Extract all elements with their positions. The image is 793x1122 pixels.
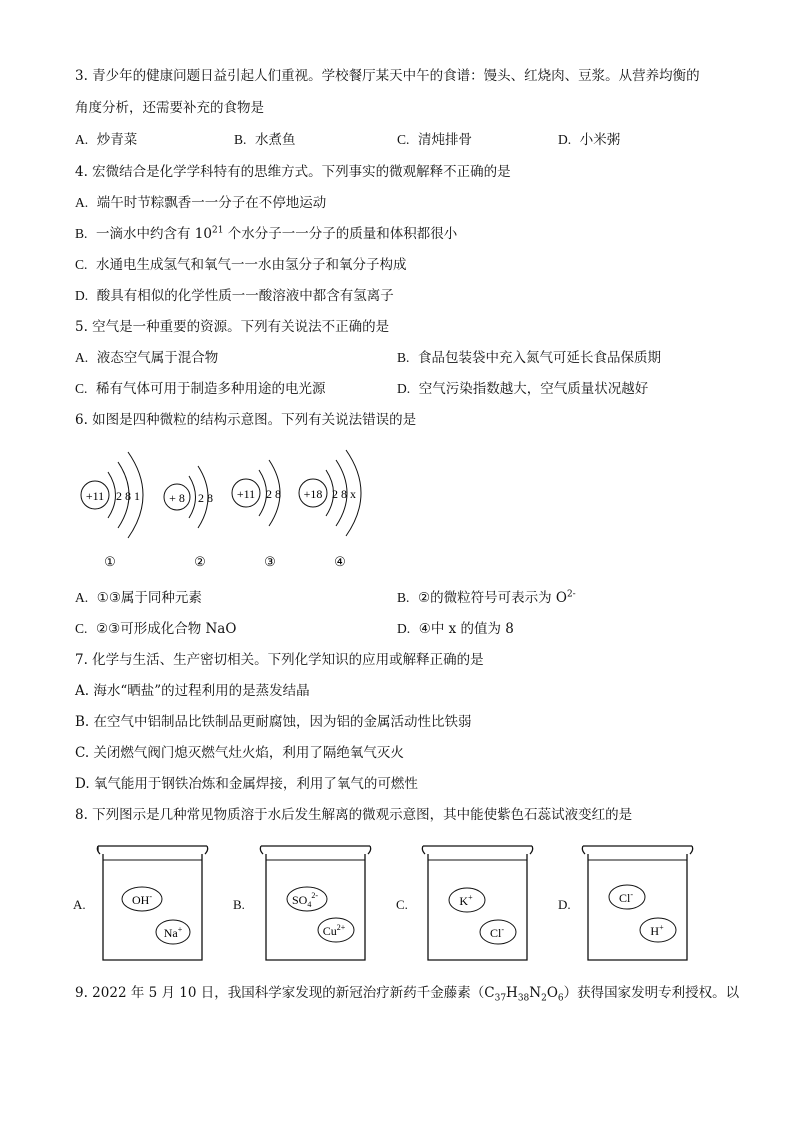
beaker-c (420, 843, 540, 965)
particle-3-nucleus: +11 (236, 487, 256, 501)
beaker-d-ion-1: Cl- (618, 890, 634, 905)
beaker-b-ion-2: $Cu^{2+}$ (322, 923, 346, 938)
beaker-c-ion-1: K+ (459, 893, 473, 908)
particle-3-shells: 2 8 (266, 487, 281, 501)
beaker-a-label: A. (73, 897, 86, 912)
q5-stem: 5. 空气是一种重要的资源。下列有关说法不正确的是 (75, 319, 390, 335)
q5-option-a: A. 液态空气属于混合物 (75, 350, 219, 366)
q3-option-b: B. 水煮鱼 (234, 132, 296, 148)
q3-stem-line2: 角度分析，还需要补充的食物是 (75, 100, 264, 116)
beaker-a-ion-2: Na+ (163, 925, 183, 940)
particle-1-nucleus: +11 (85, 489, 105, 503)
q6-option-c: C. ②③可形成化合物 NaO (75, 621, 237, 637)
q4-option-c: C. 水通电生成氢气和氧气一一水由氢分子和氧分子构成 (75, 257, 407, 273)
particle-2 (164, 466, 213, 569)
q7-option-d: D. 氧气能用于钢铁冶炼和金属焊接，利用了氧气的可燃性 (75, 776, 418, 792)
particle-4-shells: 2 8 x (332, 487, 356, 501)
particle-1-label: ① (104, 554, 116, 569)
q4-option-d: D. 酸具有相似的化学性质一一酸溶液中都含有氢离子 (75, 288, 394, 304)
q7-option-c: C. 关闭燃气阀门熄灭燃气灶火焰，利用了隔绝氧气灭火 (75, 745, 404, 761)
q6-stem: 6. 如图是四种微粒的结构示意图。下列有关说法错误的是 (75, 412, 417, 428)
q5-option-d: D. 空气污染指数越大，空气质量状况越好 (397, 381, 649, 397)
beaker-b-label: B. (233, 897, 245, 912)
beaker-d-ion-2: H+ (650, 923, 664, 938)
q3-option-c: C. 清炖排骨 (397, 132, 472, 148)
q4-option-a: A. 端午时节粽飘香一一分子在不停地运动 (75, 195, 327, 211)
particle-2-label: ② (194, 554, 206, 569)
beaker-d (580, 843, 700, 965)
beaker-a (95, 843, 215, 965)
beaker-a-ion-1: OH- (131, 892, 153, 907)
q5-option-b: B. 食品包装袋中充入氮气可延长食品保质期 (397, 350, 661, 366)
particle-2-nucleus: + 8 (169, 491, 185, 505)
particle-4 (299, 450, 361, 569)
q3-option-a: A. 炒青菜 (75, 132, 138, 148)
q5-option-c: C. 稀有气体可用于制造多种用途的电光源 (75, 381, 326, 397)
q6-option-a: A. ①③属于同种元素 (75, 590, 202, 606)
particle-4-label: ④ (334, 554, 346, 569)
q3-stem-line1: 3. 青少年的健康问题日益引起人们重视。学校餐厅某天中午的食谱：馒头、红烧肉、豆浆。从营养均衡的 (75, 68, 700, 84)
particle-1-shells: 2 8 1 (116, 489, 140, 503)
beaker-c-label: C. (396, 897, 408, 912)
particle-2-shells: 2 8 (198, 491, 213, 505)
beaker-c-ion-2: Cl- (489, 925, 505, 940)
particle-3 (232, 460, 281, 569)
q6-option-b: B. ②的微粒符号可表示为 $O^{2-}$ (397, 589, 576, 606)
q9-stem: 9. 2022 年 5 月 10 日，我国科学家发现的新冠治疗新药千金藤素$(C_{37}H_{38}N_2O_6)$获得国家发明专利授权。以 (75, 985, 740, 1004)
particle-3-label: ③ (264, 554, 276, 569)
q7-stem: 7. 化学与生活、生产密切相关。下列化学知识的应用或解释正确的是 (75, 652, 484, 668)
q8-stem: 8. 下列图示是几种常见物质溶于水后发生解离的微观示意图，其中能使紫色石蕊试液变红的是 (75, 807, 633, 823)
particle-1 (81, 452, 143, 569)
q7-option-b: B. 在空气中铝制品比铁制品更耐腐蚀，因为铝的金属活动性比铁弱 (75, 714, 472, 730)
beaker-b-ion-1: $SO_4^{2-}$ (291, 891, 319, 909)
q4-option-b: B. 一滴水中约含有 $10^{21}$ 个水分子一一分子的质量和体积都很小 (75, 225, 458, 242)
particle-4-nucleus: +18 (303, 487, 323, 501)
beaker-b (258, 843, 378, 965)
atom-structure-diagrams (70, 444, 400, 576)
q4-stem: 4. 宏微结合是化学学科特有的思维方式。下列事实的微观解释不正确的是 (75, 164, 511, 180)
q6-option-d: D. ④中 x 的值为 8 (397, 621, 514, 637)
q7-option-a: A. 海水“晒盐”的过程利用的是蒸发结晶 (75, 683, 310, 699)
beaker-d-label: D. (558, 897, 571, 912)
q3-option-d: D. 小米粥 (558, 132, 621, 148)
